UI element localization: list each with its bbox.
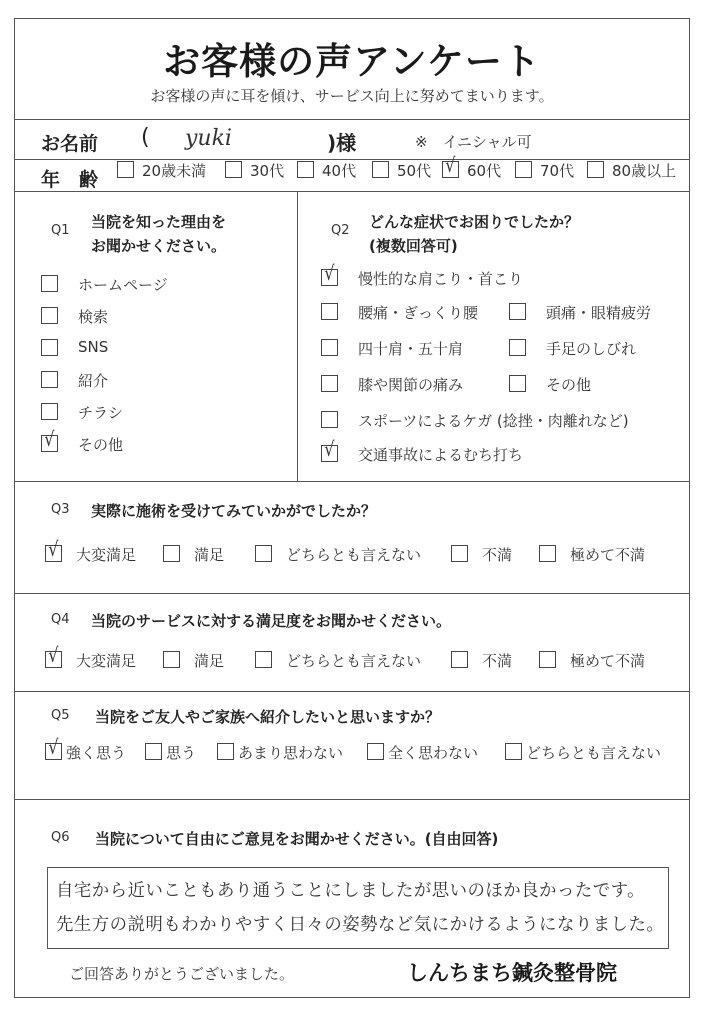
q5-option-3-label: あまり思わない bbox=[238, 744, 344, 762]
q4-option-1-checkbox[interactable] bbox=[45, 643, 62, 668]
divider bbox=[15, 191, 689, 192]
q2-option-9-label: 交通事故によるむち打ち bbox=[358, 446, 524, 464]
survey-sheet bbox=[14, 18, 690, 998]
q5-option-5-label: どちらとも言えない bbox=[526, 744, 662, 762]
q4-option-4-checkbox[interactable] bbox=[451, 651, 468, 668]
q2-option-2-label: 腰痛・ぎっくり腰 bbox=[358, 304, 479, 322]
q5-option-2-checkbox[interactable] bbox=[145, 743, 162, 760]
age-option-2-checkbox[interactable] bbox=[225, 161, 242, 178]
q1-option-5-checkbox[interactable] bbox=[41, 403, 58, 420]
q1-option-4-label: 紹介 bbox=[78, 372, 109, 390]
age-label: 年 齢 bbox=[41, 169, 99, 191]
q2-question-line2: (複数回答可) bbox=[369, 237, 458, 255]
q1-option-1-checkbox[interactable] bbox=[41, 275, 58, 292]
q5-number: Q5 bbox=[51, 708, 70, 723]
q5-question: 当院をご友人やご家族へ紹介したいと思いますか？ bbox=[95, 708, 441, 726]
q1-number: Q1 bbox=[51, 223, 70, 238]
q1-option-4-checkbox[interactable] bbox=[41, 371, 58, 388]
q2-option-7-label: その他 bbox=[546, 376, 592, 394]
name-suffix: )様 bbox=[327, 131, 357, 155]
q3-option-1-label: 大変満足 bbox=[76, 546, 137, 564]
q5-option-5-checkbox[interactable] bbox=[505, 743, 522, 760]
q5-option-4-checkbox[interactable] bbox=[367, 743, 384, 760]
q3-option-5-label: 極めて不満 bbox=[570, 546, 646, 564]
q2-option-6-label: 膝や関節の痛み bbox=[358, 376, 464, 394]
q2-option-9-checkbox[interactable] bbox=[321, 437, 338, 462]
age-option-7-checkbox[interactable] bbox=[587, 161, 604, 178]
q2-option-8-checkbox[interactable] bbox=[321, 411, 338, 428]
check-mark-icon: √ bbox=[324, 437, 335, 461]
q2-option-6-checkbox[interactable] bbox=[321, 375, 338, 392]
q2-option-1-checkbox[interactable] bbox=[321, 261, 338, 286]
check-mark-icon: √ bbox=[48, 735, 59, 759]
divider-vertical bbox=[297, 191, 298, 481]
q4-option-5-checkbox[interactable] bbox=[539, 651, 556, 668]
divider bbox=[15, 799, 689, 800]
survey-subtitle: お客様の声に耳を傾け、サービス向上に努めてまいります。 bbox=[150, 87, 554, 105]
age-option-1-label: 20歳未満 bbox=[142, 162, 207, 180]
q2-option-5-checkbox[interactable] bbox=[509, 339, 526, 356]
q4-option-1-label: 大変満足 bbox=[76, 652, 137, 670]
check-mark-icon: √ bbox=[48, 643, 59, 667]
age-option-1-checkbox[interactable] bbox=[117, 161, 134, 178]
divider bbox=[15, 119, 689, 120]
q1-option-2-checkbox[interactable] bbox=[41, 307, 58, 324]
q2-option-5-label: 手足のしびれ bbox=[546, 340, 637, 358]
divider bbox=[15, 593, 689, 594]
q1-option-1-label: ホームページ bbox=[78, 276, 168, 294]
q3-question: 実際に施術を受けてみていかがでしたか？ bbox=[91, 502, 377, 520]
q3-number: Q3 bbox=[51, 502, 70, 517]
age-option-4-label: 50代 bbox=[397, 162, 432, 180]
q1-option-3-checkbox[interactable] bbox=[41, 339, 58, 356]
q4-number: Q4 bbox=[51, 612, 70, 627]
thanks-text: ご回答ありがとうございました。 bbox=[69, 965, 295, 983]
q2-option-7-checkbox[interactable] bbox=[509, 375, 526, 392]
divider bbox=[15, 691, 689, 692]
q6-answer-line1: 自宅から近いこともあり通うことにしましたが思いのほか良かったです。 bbox=[56, 881, 646, 901]
check-mark-icon: √ bbox=[44, 427, 55, 451]
q2-option-2-checkbox[interactable] bbox=[321, 303, 338, 320]
q3-option-3-checkbox[interactable] bbox=[255, 545, 272, 562]
clinic-name: しんちまち鍼灸整骨院 bbox=[407, 961, 617, 985]
q3-option-1-checkbox[interactable] bbox=[45, 537, 62, 562]
age-option-6-label: 70代 bbox=[540, 162, 575, 180]
age-option-3-checkbox[interactable] bbox=[297, 161, 314, 178]
q3-option-3-label: どちらとも言えない bbox=[286, 546, 422, 564]
name-value[interactable]: yuki bbox=[185, 126, 232, 151]
q2-option-4-checkbox[interactable] bbox=[321, 339, 338, 356]
q3-option-4-checkbox[interactable] bbox=[451, 545, 468, 562]
age-option-3-label: 40代 bbox=[322, 162, 357, 180]
check-mark-icon: √ bbox=[324, 261, 335, 285]
q2-number: Q2 bbox=[331, 223, 350, 238]
q1-option-5-label: チラシ bbox=[78, 404, 124, 422]
q3-option-2-label: 満足 bbox=[194, 546, 225, 564]
q4-option-3-label: どちらとも言えない bbox=[286, 652, 422, 670]
q3-option-5-checkbox[interactable] bbox=[539, 545, 556, 562]
q1-question-line2: お聞かせください。 bbox=[91, 237, 227, 255]
q6-answer-line2: 先生方の説明もわかりやすく日々の姿勢など気にかけるようになりました。 bbox=[56, 915, 665, 935]
q4-option-3-checkbox[interactable] bbox=[255, 651, 272, 668]
q4-option-5-label: 極めて不満 bbox=[570, 652, 646, 670]
age-option-4-checkbox[interactable] bbox=[372, 161, 389, 178]
check-mark-icon: √ bbox=[48, 537, 59, 561]
q4-option-2-checkbox[interactable] bbox=[163, 651, 180, 668]
name-note: ※ イニシャル可 bbox=[415, 133, 532, 151]
q6-number: Q6 bbox=[51, 830, 70, 845]
q5-option-4-label: 全く思わない bbox=[388, 744, 479, 762]
q5-option-1-label: 強く思う bbox=[66, 744, 127, 762]
q1-option-6-checkbox[interactable] bbox=[41, 427, 58, 452]
age-option-6-checkbox[interactable] bbox=[515, 161, 532, 178]
age-option-2-label: 30代 bbox=[250, 162, 285, 180]
q6-answer-box[interactable] bbox=[47, 867, 669, 949]
q2-option-4-label: 四十肩・五十肩 bbox=[358, 340, 464, 358]
q6-question: 当院について自由にご意見をお聞かせください。(自由回答) bbox=[95, 830, 499, 848]
check-mark-icon: √ bbox=[445, 153, 456, 177]
q3-option-4-label: 不満 bbox=[482, 546, 513, 564]
q1-question-line1: 当院を知った理由を bbox=[91, 213, 227, 231]
q2-option-1-label: 慢性的な肩こり・首こり bbox=[358, 270, 524, 288]
age-option-5-checkbox[interactable] bbox=[442, 153, 459, 178]
name-label: お名前 bbox=[41, 133, 99, 155]
q4-option-4-label: 不満 bbox=[482, 652, 513, 670]
q2-option-3-label: 頭痛・眼精疲労 bbox=[546, 304, 652, 322]
age-option-7-label: 80歳以上 bbox=[612, 162, 677, 180]
q3-option-2-checkbox[interactable] bbox=[163, 545, 180, 562]
q2-question-line1: どんな症状でお困りでしたか？ bbox=[369, 213, 580, 231]
q5-option-2-label: 思う bbox=[166, 744, 197, 762]
q1-option-2-label: 検索 bbox=[78, 308, 109, 326]
q1-option-6-label: その他 bbox=[78, 436, 124, 454]
q4-question: 当院のサービスに対する満足度をお聞かせください。 bbox=[91, 612, 452, 630]
divider bbox=[15, 481, 689, 482]
q2-option-8-label: スポーツによるケガ (捻挫・肉離れなど) bbox=[358, 412, 629, 430]
q4-option-2-label: 満足 bbox=[194, 652, 225, 670]
name-open-paren: ( bbox=[141, 125, 150, 150]
q5-option-3-checkbox[interactable] bbox=[217, 743, 234, 760]
q1-option-3-label: SNS bbox=[78, 338, 109, 356]
survey-title: お客様の声アンケート bbox=[163, 40, 541, 83]
age-option-5-label: 60代 bbox=[467, 162, 502, 180]
q2-option-3-checkbox[interactable] bbox=[509, 303, 526, 320]
q5-option-1-checkbox[interactable] bbox=[45, 735, 62, 760]
